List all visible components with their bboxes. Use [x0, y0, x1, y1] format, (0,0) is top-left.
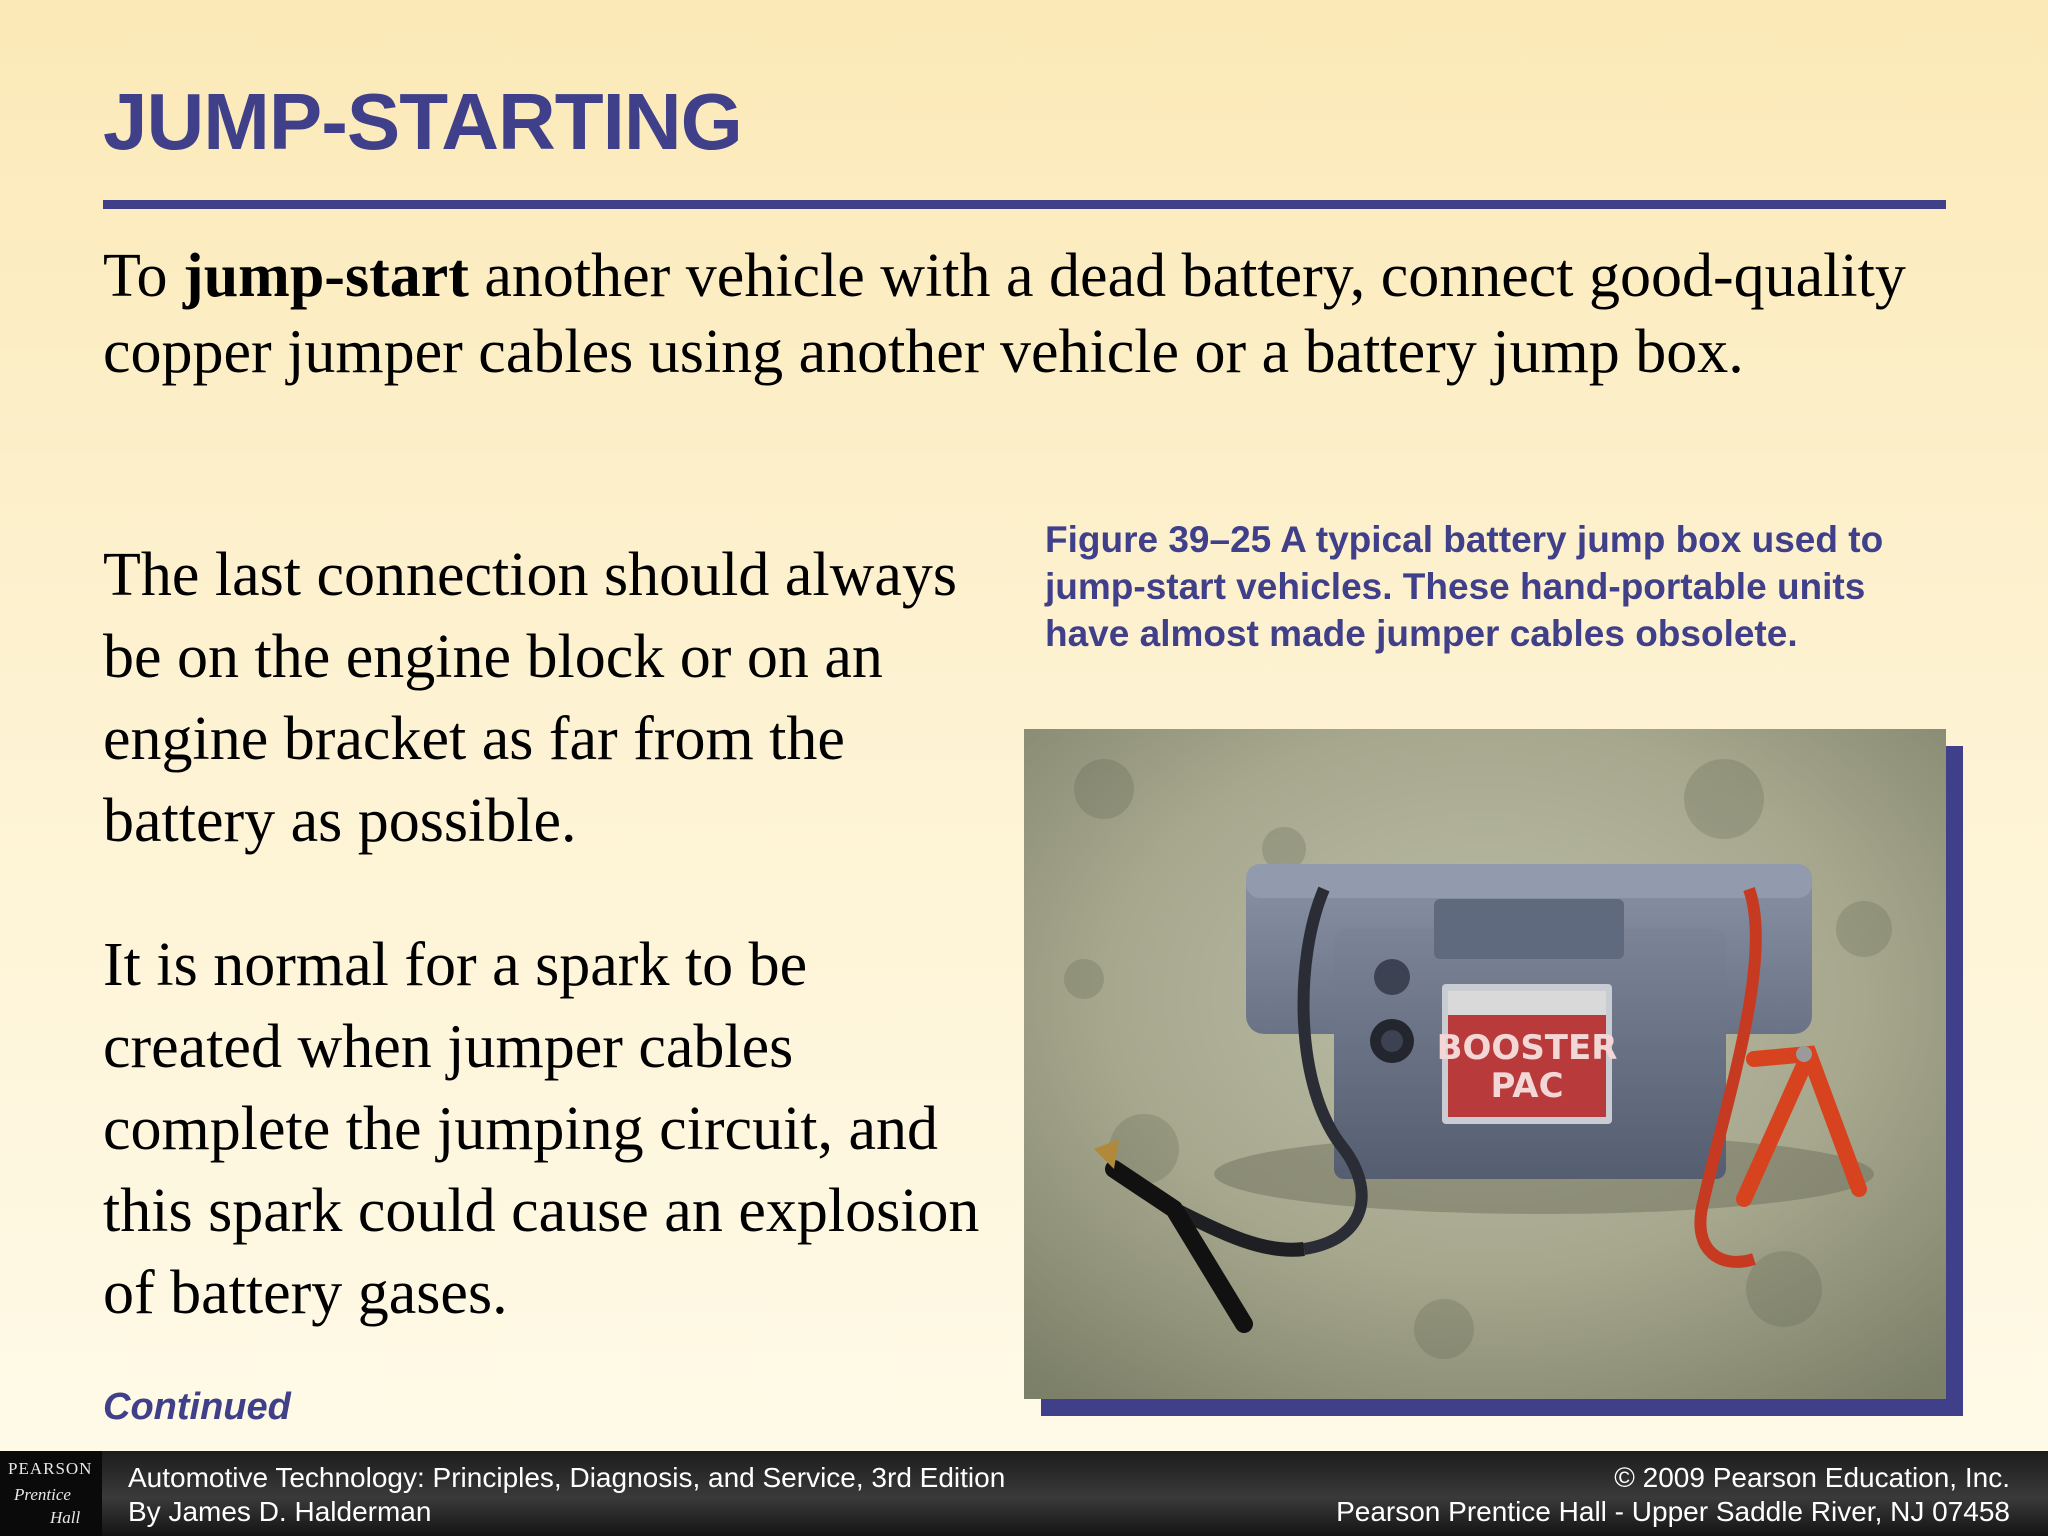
footer-bar: [0, 1451, 2048, 1536]
logo-line2: Prentice: [14, 1485, 71, 1504]
intro-keyword: jump-start: [183, 242, 469, 310]
footer-publisher: Pearson Prentice Hall - Upper Saddle River, NJ 07458: [1336, 1496, 2010, 1527]
spark-warning-paragraph: It is normal for a spark to be created when jumper cables complete the jumping circuit, and this spark could cause an explosion of battery gases.: [103, 931, 980, 1327]
intro-text-after: another vehicle with a dead battery, connect good-quality copper jumper cables using another vehicle or a battery jump box.: [103, 242, 1906, 386]
booster-label-line2: PAC: [1490, 1066, 1564, 1106]
footer-book-info: [128, 1461, 1005, 1529]
logo-line3: Hall: [50, 1508, 81, 1527]
intro-paragraph: [103, 238, 1963, 390]
intro-text-before: To: [103, 242, 184, 310]
figure-caption: Figure 39–25 A typical battery jump box used to jump-start vehicles. These hand-portable units have almost made jumper cables obsolete.: [1045, 519, 1884, 654]
footer-copyright: © 2009 Pearson Education, Inc.: [1614, 1462, 2010, 1493]
booster-label-line1: BOOSTER: [1436, 1028, 1618, 1068]
logo-line1: PEARSON: [8, 1459, 93, 1478]
jump-box-photo: [1024, 729, 1946, 1399]
footer-book-title: Automotive Technology: Principles, Diagnosis, and Service, 3rd Edition: [128, 1462, 1006, 1493]
footer-publisher-info: [1336, 1461, 2010, 1529]
pearson-logo: [0, 1451, 102, 1536]
footer-author: By James D. Halderman: [128, 1496, 432, 1527]
slide-title: JUMP-STARTING: [103, 77, 742, 166]
continued-label: Continued: [103, 1386, 291, 1428]
title-underline: [103, 200, 1946, 209]
last-connection-paragraph: The last connection should always be on the engine block or on an engine bracket as far from the battery as possible.: [103, 541, 958, 855]
